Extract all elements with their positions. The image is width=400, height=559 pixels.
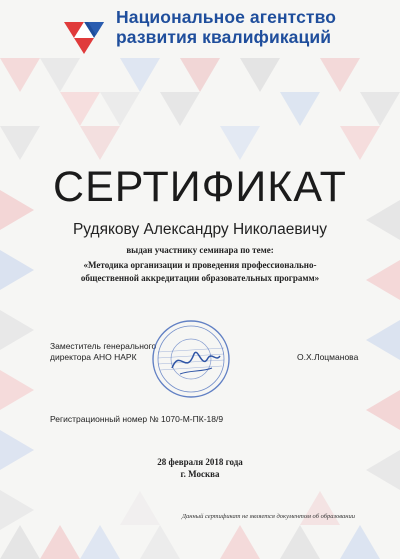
- organization-name-line2: развития квалификаций: [116, 27, 332, 47]
- official-stamp-icon: [150, 318, 232, 400]
- issue-date: 28 февраля 2018 года: [157, 457, 243, 467]
- footnote-disclaimer: Данный сертификат не является документом об образовании: [181, 513, 355, 520]
- issue-city: г. Москва: [180, 469, 220, 479]
- organization-name: [116, 7, 336, 47]
- narq-logo-icon: [62, 16, 106, 56]
- organization-name-line1: Национальное агентство: [116, 7, 336, 27]
- registration-number: Регистрационный номер № 1070-М-ПК-18/9: [50, 414, 224, 424]
- signer-position-line2: директора АНО НАРК: [50, 352, 137, 362]
- certificate-title: СЕРТИФИКАТ: [53, 163, 347, 211]
- seminar-topic-line1: «Методика организации и проведения профессионально-: [83, 260, 317, 270]
- signer-position-line1: Заместитель генерального: [50, 341, 157, 351]
- issued-for-text: выдан участнику семинара по теме:: [126, 245, 274, 255]
- signer-name: О.Х.Лоцманова: [297, 352, 359, 362]
- seminar-topic: [0, 259, 400, 285]
- seminar-topic-line2: общественной аккредитации образовательных программ»: [80, 273, 320, 283]
- recipient-name: Рудякову Александру Николаевичу: [72, 221, 328, 238]
